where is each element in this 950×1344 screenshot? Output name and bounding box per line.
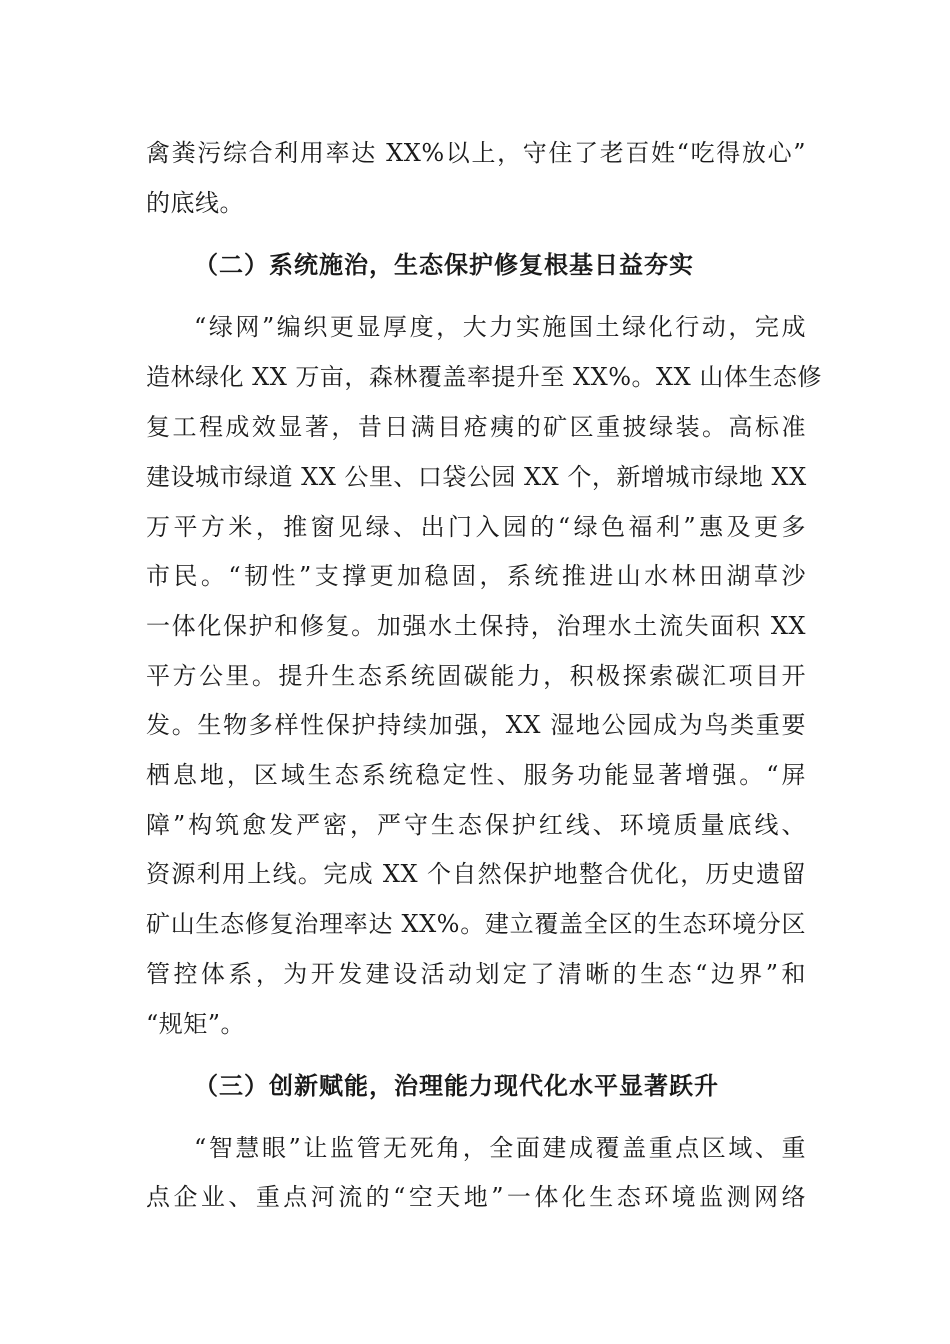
paragraph-line: 禽粪污综合利用率达 XX%以上，守住了老百姓“吃得放心” — [146, 139, 806, 167]
paragraph-line: “智慧眼”让监管无死角，全面建成覆盖重点区域、重 — [194, 1134, 806, 1162]
paragraph-line: 障”构筑愈发严密，严守生态保护红线、环境质量底线、 — [146, 811, 806, 839]
paragraph-line: 发。生物多样性保护持续加强，XX 湿地公园成为鸟类重要 — [146, 711, 806, 739]
paragraph-line: 资源利用上线。完成 XX 个自然保护地整合优化，历史遗留 — [146, 860, 806, 888]
paragraph-line: “规矩”。 — [146, 1010, 246, 1038]
paragraph-line: 管控体系，为开发建设活动划定了清晰的生态“边界”和 — [146, 960, 806, 988]
paragraph-line: 造林绿化 XX 万亩，森林覆盖率提升至 XX%。XX 山体生态修 — [146, 363, 822, 391]
paragraph-line: 栖息地，区域生态系统稳定性、服务功能显著增强。“屏 — [146, 761, 806, 789]
paragraph-line: 市民。“韧性”支撑更加稳固，系统推进山水林田湖草沙 — [146, 562, 806, 590]
paragraph-line: 复工程成效显著，昔日满目疮痍的矿区重披绿装。高标准 — [146, 413, 806, 441]
paragraph-line: 建设城市绿道 XX 公里、口袋公园 XX 个，新增城市绿地 XX — [146, 463, 807, 491]
paragraph-line: 平方公里。提升生态系统固碳能力，积极探索碳汇项目开 — [146, 662, 806, 690]
paragraph-line: 矿山生态修复治理率达 XX%。建立覆盖全区的生态环境分区 — [146, 910, 806, 938]
paragraph-line: 点企业、重点河流的“空天地”一体化生态环境监测网络 — [146, 1183, 806, 1211]
section-heading: （二）系统施治，生态保护修复根基日益夯实 — [194, 251, 694, 279]
paragraph-line: 的底线。 — [146, 189, 244, 217]
paragraph-line: “绿网”编织更显厚度，大力实施国土绿化行动，完成 — [194, 313, 806, 341]
paragraph-line: 万平方米，推窗见绿、出门入园的“绿色福利”惠及更多 — [146, 513, 806, 541]
paragraph-line: 一体化保护和修复。加强水土保持，治理水土流失面积 XX — [146, 612, 806, 640]
section-heading: （三）创新赋能，治理能力现代化水平显著跃升 — [194, 1072, 719, 1100]
